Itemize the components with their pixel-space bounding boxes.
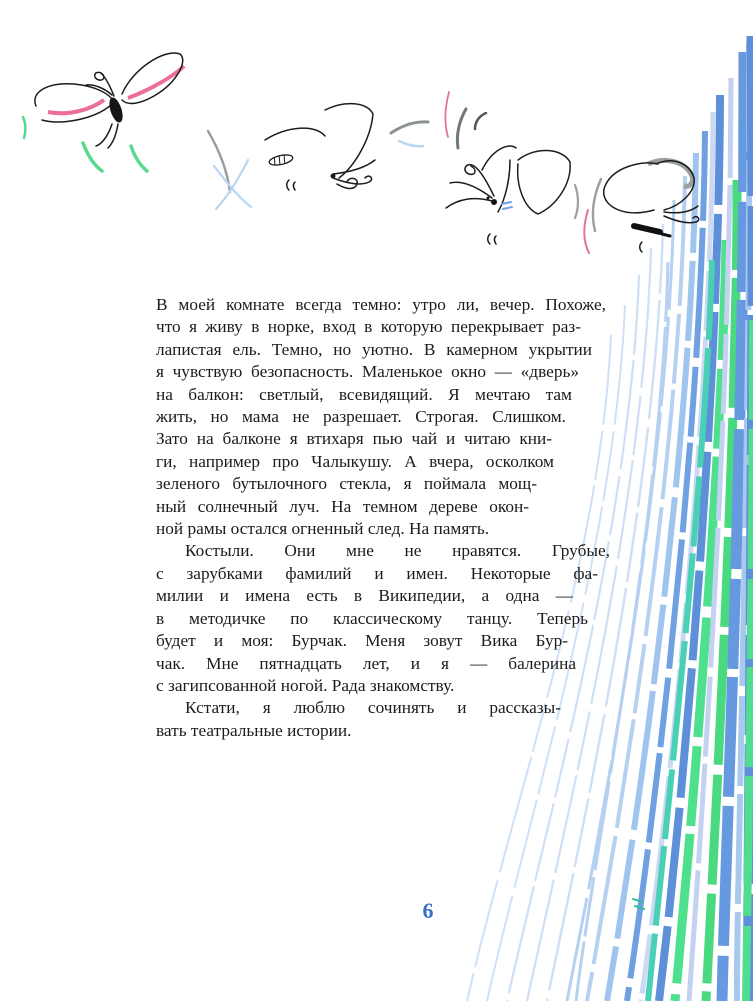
text-line: ный солнечный луч. На темном дереве окон-	[156, 496, 529, 516]
text-line: лапистая ель. Темно, но уютно. В камерном укрытии	[156, 339, 592, 359]
text-line: на балкон: светлый, всевидящий. Я мечтаю там	[156, 384, 572, 404]
text-line: зеленого бутылочного стекла, я поймала мощ-	[156, 474, 537, 494]
butterfly-pink-gray-icon	[446, 146, 570, 244]
page-number: 6	[422, 898, 434, 923]
text-line: в методичке по классическому танцу. Теперь	[156, 608, 588, 628]
text-line: что я живу в норке, вход в которую перекрывает раз-	[156, 317, 581, 337]
text-line: В моей комнате всегда темно: утро ли, вечер. Похоже,	[156, 295, 606, 314]
text-line: Костыли. Они мне не нравятся. Грубые,	[185, 541, 610, 561]
butterfly-blue-icon	[597, 159, 699, 252]
text-line: жить, но мама не разрешает. Строгая. Слишком.	[156, 407, 566, 427]
text-line: будет и моя: Бурчак. Меня зовут Вика Бур-	[156, 631, 568, 651]
text-line: милии и имена есть в Википедии, а одна —	[156, 586, 573, 606]
butterfly-green-gray-icon	[263, 99, 375, 196]
butterfly-pink-blue-icon	[35, 53, 188, 148]
text-line: с зарубками фамилий и имен. Некоторые фа-	[156, 563, 598, 583]
text-line: с загипсованной ногой. Рада знакомству.	[156, 675, 455, 695]
text-line: Кстати, я люблю сочинять и рассказы-	[185, 698, 561, 718]
story-text	[156, 294, 616, 742]
text-line: я чувствую безопасность. Маленькое окно — «дверь»	[156, 362, 579, 382]
text-line: ной рамы остался огненный след. На память.	[156, 519, 490, 539]
text-line: ги, например про Чалыкушу. А вчера, осколком	[156, 451, 554, 471]
text-line: чак. Мне пятнадцать лет, и я — балерина	[156, 653, 576, 673]
text-line: Зато на балконе я втихаря пью чай и читаю кни-	[156, 429, 552, 449]
text-line: вать театральные истории.	[156, 720, 352, 740]
